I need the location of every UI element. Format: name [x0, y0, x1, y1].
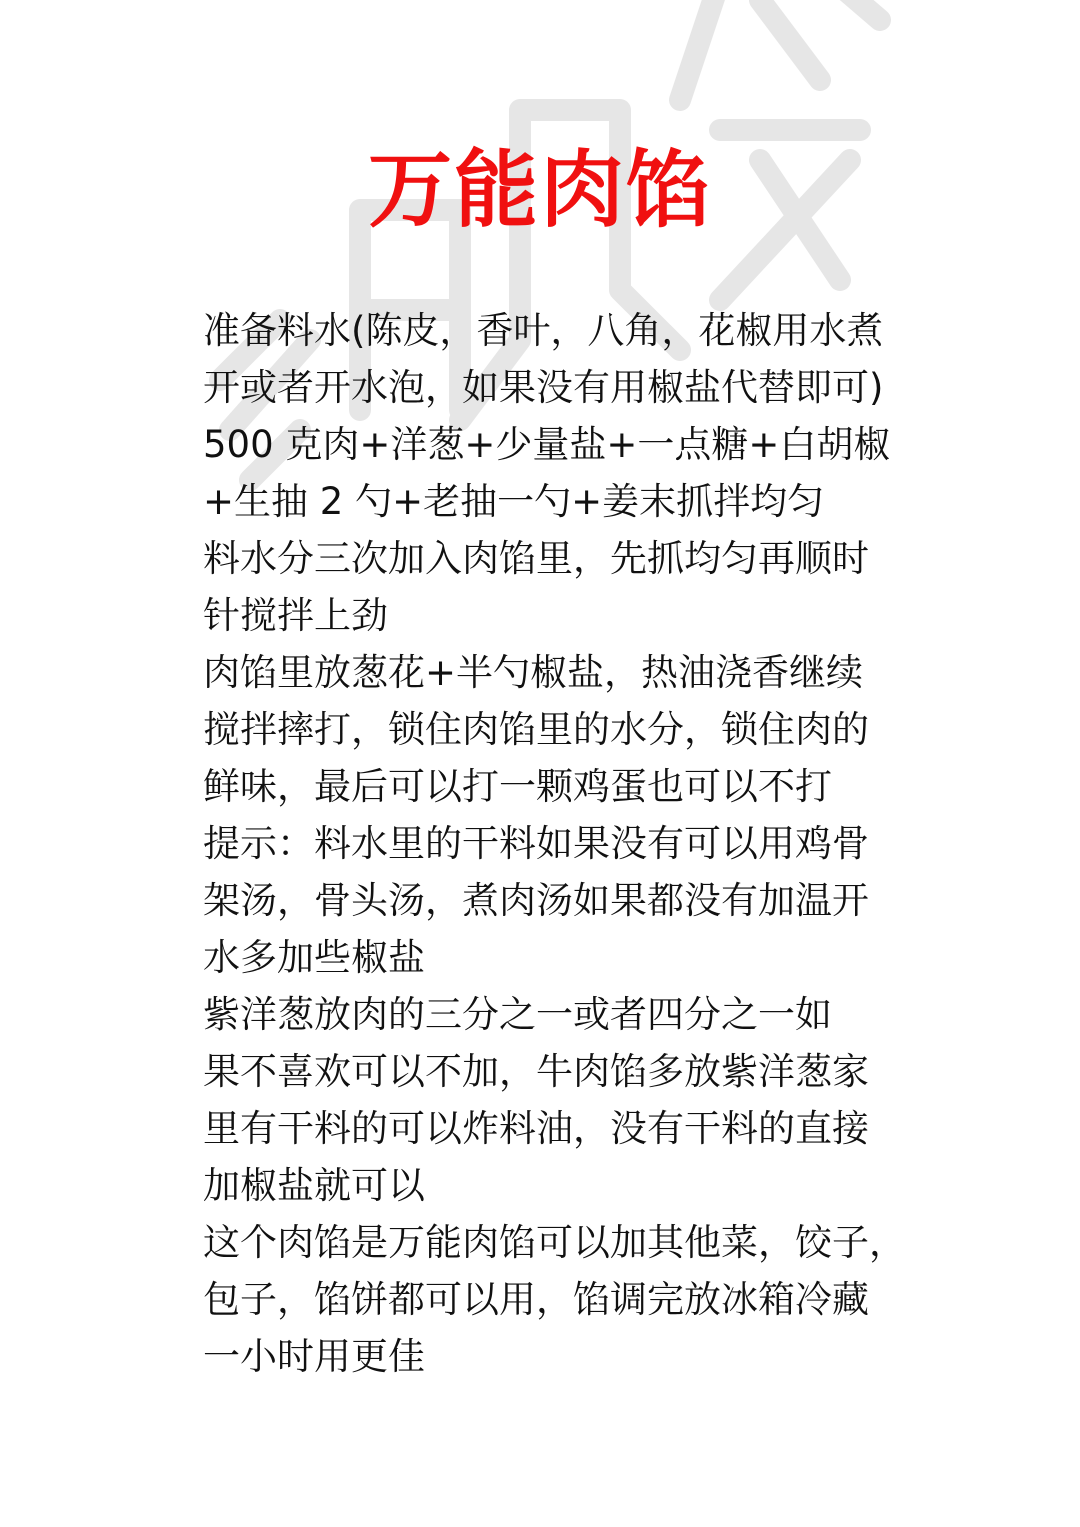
text-line: 提示：料水里的干料如果没有可以用鸡骨: [203, 822, 869, 865]
text-line: +生抽 2 勺+老抽一勺+姜末抓拌均匀: [203, 480, 825, 523]
text-line: 这个肉馅是万能肉馅可以加其他菜，饺子，: [203, 1221, 906, 1264]
page-title: 万能肉馅: [367, 141, 712, 239]
text-line: 果不喜欢可以不加，牛肉馅多放紫洋葱家: [203, 1050, 869, 1093]
text-line: 紫洋葱放肉的三分之一或者四分之一如: [203, 993, 832, 1036]
text-line: 里有干料的可以炸料油，没有干料的直接: [203, 1107, 869, 1150]
text-line: 针搅拌上劲: [203, 594, 388, 637]
text-line: 开或者开水泡，如果没有用椒盐代替即可): [203, 366, 884, 409]
text-line: 准备料水(陈皮，香叶，八角，花椒用水煮: [203, 309, 884, 352]
text-line: 料水分三次加入肉馅里，先抓均匀再顺时: [203, 537, 869, 580]
text-line: 水多加些椒盐: [203, 936, 425, 979]
text-line: 搅拌摔打，锁住肉馅里的水分，锁住肉的: [203, 708, 869, 751]
text-line: 一小时用更佳: [203, 1335, 425, 1378]
text-line: 架汤，骨头汤，煮肉汤如果都没有加温开: [203, 879, 869, 922]
text-line: 加椒盐就可以: [203, 1164, 425, 1207]
text-line: 肉馅里放葱花+半勺椒盐，热油浇香继续: [203, 651, 864, 694]
text-line: 包子，馅饼都可以用，馅调完放冰箱冷藏: [203, 1278, 869, 1321]
recipe-body: [203, 302, 963, 1385]
text-line: 鲜味，最后可以打一颗鸡蛋也可以不打: [203, 765, 832, 808]
text-line: 500 克肉+洋葱+少量盐+一点糖+白胡椒: [203, 423, 891, 466]
